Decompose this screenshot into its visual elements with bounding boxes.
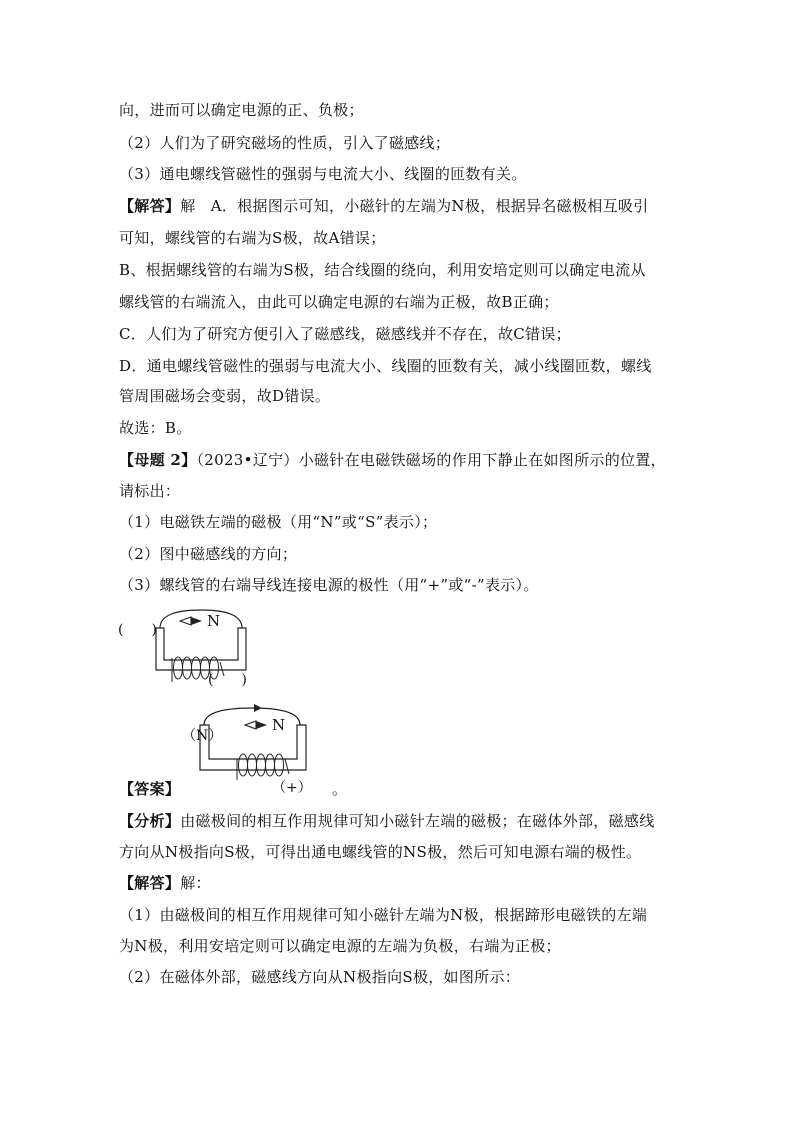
problem-text: （2023•辽宁）小磁针在电磁铁磁场的作用下静止在如图所示的位置，: [196, 451, 666, 469]
paragraph-line: 方向从N极指向S极，可得出通电螺线管的NS极，然后可知电源右端的极性。: [119, 843, 642, 861]
solution-text: 解 A．根据图示可知，小磁针的左端为N极，根据异名磁极相互吸引: [180, 197, 649, 215]
analysis-tag: 【分析】: [119, 812, 181, 830]
analysis-text: 由磁极间的相互作用规律可知小磁针左端的磁极；在磁体外部，磁感线: [180, 812, 655, 830]
paragraph-line: （2）在磁体外部，磁感线方向从N极指向S极，如图所示：: [119, 968, 521, 986]
paragraph-line: D．通电螺线管磁性的强弱与电流大小、线圈的匝数有关，减小线圈匝数，螺线: [119, 357, 652, 375]
paragraph-line: [119, 811, 679, 831]
paragraph-line: 故选：B。: [119, 419, 192, 437]
paragraph-line: （3）通电螺线管磁性的强弱与电流大小、线圈的匝数有关。: [119, 165, 527, 183]
problem-tag: 【母题 2】: [119, 451, 197, 469]
paragraph-line: 可知，螺线管的右端为S极，故A错误；: [119, 229, 386, 247]
paragraph-line: （1）电磁铁左端的磁极（用“N”或“S”表示）；: [119, 513, 438, 531]
paragraph-line: [119, 196, 679, 216]
solution-tag: 【解答】: [119, 874, 181, 892]
paragraph-line: C．人们为了研究方便引入了磁感线，磁感线并不存在，故C错误；: [119, 325, 571, 343]
left-pole-blank: ( ): [118, 622, 157, 638]
needle-north-label: N: [207, 612, 221, 630]
answer-tag: [119, 779, 679, 799]
power-polarity-blank: ( ): [208, 672, 247, 688]
paragraph-line: 螺线管的右端流入，由此可以确定电源的右端为正极，故B正确；: [119, 293, 559, 311]
solution-text: 解：: [180, 874, 211, 892]
paragraph-line: （3）螺线管的右端导线连接电源的极性（用“+”或“-”表示）。: [119, 576, 539, 594]
solution-tag: 【解答】: [119, 197, 181, 215]
answer-label: 【答案】: [119, 780, 181, 798]
paragraph-line: 请标出：: [119, 482, 181, 500]
answer-period: 。: [332, 780, 348, 798]
power-polarity-answer: （+）: [272, 780, 312, 796]
electromagnet-diagram-question: [116, 604, 266, 694]
paragraph-line: 向，进而可以确定电源的正、负极；: [119, 101, 364, 119]
paragraph-line: [119, 873, 679, 893]
paragraph-line: [119, 450, 679, 470]
paragraph-line: （2）人们为了研究磁场的性质，引入了磁感线；: [119, 134, 451, 152]
paragraph-line: （2）图中磁感线的方向；: [119, 545, 298, 563]
paragraph-line: （1）由磁极间的相互作用规律可知小磁针左端为N极，根据蹄形电磁铁的左端: [119, 906, 648, 924]
needle-north-label: N: [272, 716, 286, 734]
left-pole-answer: （N）: [182, 728, 223, 744]
paragraph-line: 管周围磁场会变弱，故D错误。: [119, 387, 331, 405]
paragraph-line: 为N极，利用安培定则可以确定电源的左端为负极，右端为正极；: [119, 937, 561, 955]
paragraph-line: B、根据螺线管的右端为S极，结合线圈的绕向，利用安培定则可以确定电流从: [119, 261, 646, 279]
